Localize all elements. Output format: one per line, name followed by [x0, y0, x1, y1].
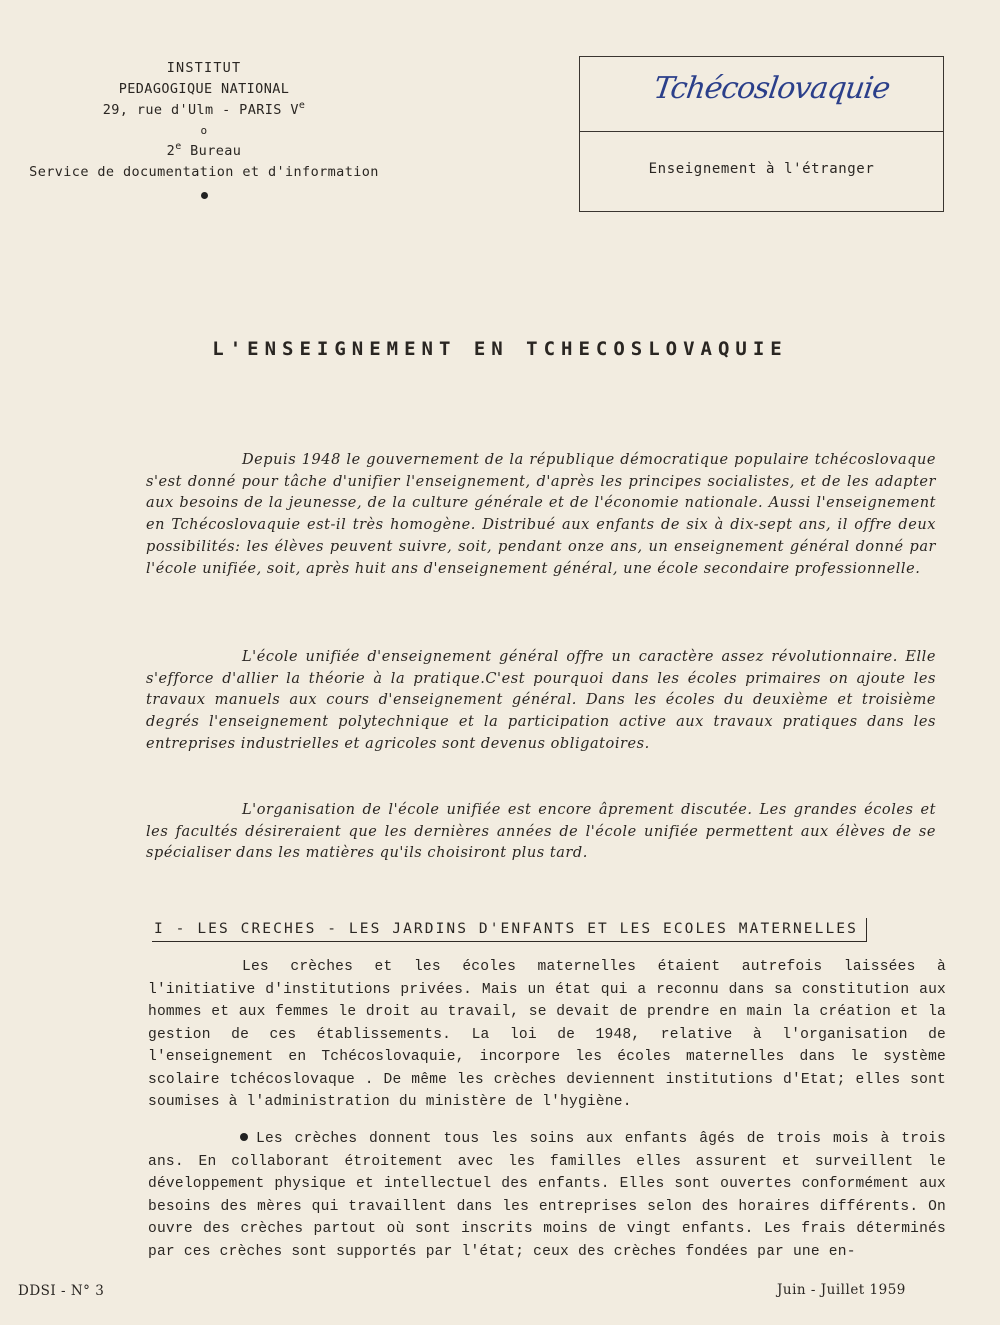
- bullet-icon: [240, 1133, 248, 1141]
- separator-circle: o: [200, 124, 208, 137]
- institute-line2: PEDAGOGIQUE NATIONAL: [118, 81, 290, 97]
- section-heading: I - LES CRECHES - LES JARDINS D'ENFANTS ET LES ECOLES MATERNELLES: [152, 918, 867, 942]
- bureau-label: Bureau: [181, 143, 242, 159]
- address-sup: e: [298, 100, 306, 111]
- address-text: 29, rue d'Ulm - PARIS V: [102, 102, 299, 118]
- box-divider: [580, 131, 943, 132]
- intro-paragraph-2: [146, 647, 936, 756]
- document-title: L'ENSEIGNEMENT EN TCHECOSLOVAQUIE: [212, 338, 788, 360]
- body-paragraph-1: [148, 956, 946, 1114]
- handwritten-country: Tchécoslovaquie: [651, 71, 892, 106]
- intro-paragraph-1: [146, 450, 936, 580]
- classification-box: [579, 56, 944, 212]
- intro-text-2: L'école unifiée d'enseignement général offre un caractère assez révolutionnaire. Elle s'efforce d'allier la théorie à la pratique.C'est pourquoi dans les écoles primaires on ajoute les travaux manuels aux cours d'enseignement général. Dans les écoles du deuxième et troisième degrés l'enseignement polytechnique et la participation active aux travaux pratiques dans les entreprises industrielles et agricoles sont devenus obligatoires.: [146, 649, 936, 752]
- institution-header: [0, 58, 408, 209]
- institute-line1: INSTITUT: [166, 60, 242, 76]
- body-paragraph-2: [148, 1128, 946, 1263]
- body-text-1: Les crèches et les écoles maternelles étaient autrefois laissées à l'initiative d'institutions privées. Mais un état qui a reconnu dans sa constitution aux hommes et aux femmes le droit au travail, se devait de prendre en main la création et la gestion de ces établissements. La loi de 1948, relative à l'organisation de l'enseignement en Tchécoslovaquie, incorpore les écoles maternelles dans le système scolaire tchécoslovaque . De même les crèches deviennent institutions d'Etat; elles sont soumises à l'administration du ministère de l'hygiène.: [148, 959, 946, 1110]
- box-subtitle: Enseignement à l'étranger: [648, 161, 875, 177]
- service-line: Service de documentation et d'information: [29, 164, 379, 180]
- body-text-2: Les crèches donnent tous les soins aux enfants âgés de trois mois à trois ans. En collaborant étroitement avec les familles elles assurent et surveillent le développement physique et intellectuel des enfants. Elles sont ouvertes conformément aux besoins des mères qui travaillent dans les entreprises selon des horaires différents. On ouvre des crèches partout où sont inscrits moins de vingt enfants. Les frais déterminés par ces crèches sont supportés par l'état; ceux des crèches fondées par une en-: [148, 1131, 946, 1260]
- intro-text-1: Depuis 1948 le gouvernement de la république démocratique populaire tchécoslovaque s'est donné pour tâche d'unifier l'enseignement, d'après les principes socialistes, et de les adapter aux besoins de la jeunesse, de la culture générale et de l'économie nationale. Aussi l'enseignement en Tchécoslovaquie est-il très homogène. Distribué aux enfants de six à dix-sept ans, il offre deux possibilités: les élèves peuvent suivre, soit, pendant onze ans, un enseignement général donné par l'école unifiée, soit, après huit ans d'enseignement général, une école secondaire professionnelle.: [146, 452, 936, 577]
- footer-issue: DDSI - N° 3: [18, 1283, 105, 1299]
- bullet-dot-icon: [0, 183, 408, 209]
- bureau-line: [0, 141, 408, 162]
- institute-address: [0, 100, 408, 121]
- intro-text-3: L'organisation de l'école unifiée est encore âprement discutée. Les grandes écoles et les facultés désireraient que les dernières années de l'école unifiée permettent aux élèves de se spécialiser dans les matières qu'ils choisiront plus tard.: [146, 802, 936, 862]
- bureau-number: 2: [166, 143, 176, 159]
- footer-date: Juin - Juillet 1959: [777, 1282, 906, 1298]
- bureau-sup: e: [175, 141, 182, 152]
- intro-paragraph-3: [146, 800, 936, 865]
